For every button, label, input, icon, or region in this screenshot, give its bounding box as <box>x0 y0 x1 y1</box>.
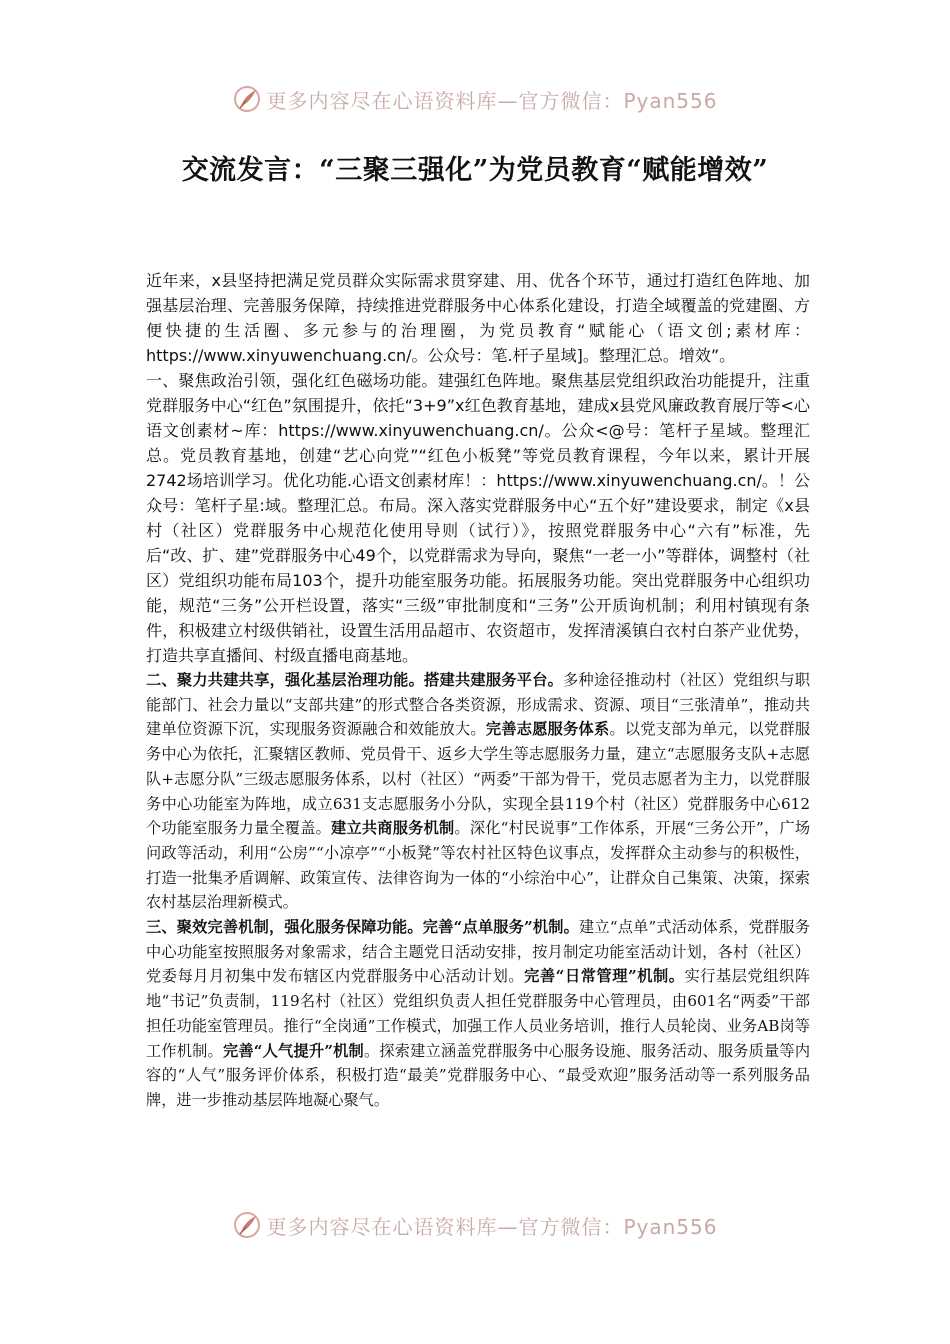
section-2-heading: 二、聚力共建共享，强化基层治理功能。搭建共建服务平台。 <box>146 671 564 689</box>
section-2-text-2: 。以党支部为单元，以党群服务中心为依托，汇聚辖区教师、党员骨干、返乡大学生等志愿服务力量，建立“志愿服务支队+志愿队+志愿分队”三级志愿服务体系，以村（社区）“两委”干部为骨干，党员志愿者为主力，以党群服务中心功能室为阵地，成立631支志愿服务小分队，实现全县119个村（社区）党群服务中心612个功能室服务力量全覆盖。 <box>146 720 811 838</box>
section-3-heading: 三、聚效完善机制，强化服务保障功能。完善“点单服务”机制。 <box>146 918 580 937</box>
section-2-subheading-1: 完善志愿服务体系 <box>485 720 610 739</box>
section-2-subheading-2: 建立共商服务机制 <box>331 819 455 838</box>
feather-pen-icon <box>232 84 262 114</box>
feather-pen-icon <box>232 1210 262 1240</box>
section-1-paragraph: 一、聚焦政治引领，强化红色磁场功能。建强红色阵地。聚焦基层党组织政治功能提升，注重党群服务中心“红色”氛围提升，依托“3+9”x红色教育基地，建成x县党风廉政教育展厅等<心语文创素材~库：https://www.xinyuwenchuang.cn/。公众<@号：笔杆子星域。整理汇总。党员教育基地，创建“艺心向党”“红色小板凳”等党员教育课程，今年以来，累计开展2742场培训学习。优化功能.心语文创素材库！：https://www.xinyuwenchuang.cn/。！公众号：笔杆子星:域。整理汇总。布局。深入落实党群服务中心“五个好”建设要求，制定《x县村（社区）党群服务中心规范化使用导则（试行）》，按照党群服务中心“六有”标准，先后“改、扩、建”党群服务中心49个，以党群需求为导向，聚焦“一老一小”等群体，调整村（社区）党组织功能布局103个，提升功能室服务功能。拓展服务功能。突出党群服务中心组织功能，规范“三务”公开栏设置，落实“三级”审批制度和“三务”公开质询机制；利用村镇现有条件，积极建立村级供销社，设置生活用品超市、农资超市，发挥清溪镇白衣村白茶产业优势，打造共享直播间、村级直播电商基地。 <box>146 371 810 665</box>
footer-watermark-banner <box>0 1210 950 1240</box>
section-3-subheading-1: 完善“日常管理”机制。 <box>524 967 685 986</box>
section-3-text-1: 建立“点单”式活动体系，党群服务中心功能室按照服务对象需求，结合主题党日活动安排，按月制定功能室活动计划，各村（社区）党委每月月初集中发布辖区内党群服务中心活动计划。 <box>146 918 810 986</box>
header-watermark-banner <box>0 84 950 114</box>
document-body <box>146 268 810 1113</box>
section-3-subheading-2: 完善“人气提升”机制 <box>222 1041 364 1060</box>
intro-paragraph: 近年来，x县坚持把满足党员群众实际需求贯穿建、用、优各个环节，通过打造红色阵地、加强基层治理、完善服务保障，持续推进党群服务中心体系化建设，打造全域覆盖的党建圈、方便快捷的生活圈、多元参与的治理圈，为党员教育“赋能心（语文创;素材库：https://www.xinyuwenchuang.cn/。公众号：笔.杆子星域]。整理汇总。增效”。 <box>146 271 810 365</box>
page-title: 交流发言：“三聚三强化”为党员教育“赋能增效” <box>181 155 769 186</box>
section-2-paragraph <box>146 668 810 915</box>
section-3-paragraph <box>146 915 810 1113</box>
banner-text: 更多内容尽在心语资料库—官方微信：Pyan556 <box>266 1214 718 1239</box>
section-2-text-3: 。深化“村民说事”工作体系，开展“三务公开”，广场问政等活动，利用“公房”“小凉亭”“小板凳”等农村社区特色议事点，发挥群众主动参与的积极性，打造一批集矛盾调解、政策宣传、法律咨询为一体的“小综治中心”，让群众自己集策、决策，探索农村基层治理新模式。 <box>146 819 811 912</box>
section-3-text-2: 实行基层党组织阵地“书记”负责制，119名村（社区）党组织负责人担任党群服务中心管理员，由601名“两委”干部担任功能室管理员。推行“全岗通”工作模式，加强工作人员业务培训，推行人员轮岗、业务AB岗等工作机制。 <box>146 967 811 1060</box>
banner-text: 更多内容尽在心语资料库—官方微信：Pyan556 <box>266 88 718 113</box>
section-3-text-3: 。探索建立涵盖党群服务中心服务设施、服务活动、服务质量等内容的“人气”服务评价体系，积极打造“最美”党群服务中心、“最受欢迎”服务活动等一系列服务品牌，进一步推动基层阵地凝心聚气。 <box>146 1041 811 1109</box>
section-2-text-1: 多种途径推动村（社区）党组织与职能部门、社会力量以“支部共建”的形式整合各类资源，形成需求、资源、项目“三张清单”，推动共建单位资源下沉，实现服务资源融合和效能放大。 <box>146 671 811 739</box>
